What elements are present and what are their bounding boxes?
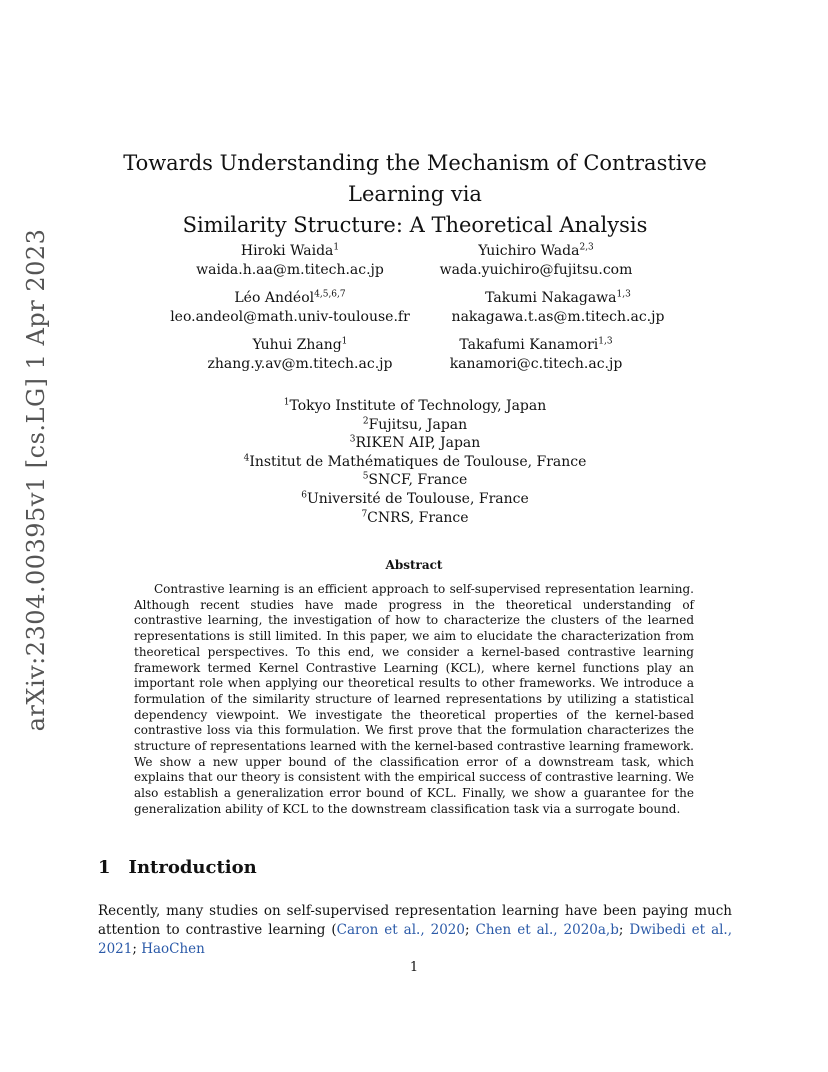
intro-paragraph	[98, 902, 732, 959]
citation-link[interactable]: HaoChen	[141, 941, 205, 957]
affiliation-text: CNRS, France	[367, 509, 469, 526]
author-affil-sup: 1	[333, 242, 340, 253]
author-email: kanamori@c.titech.ac.jp	[449, 356, 623, 372]
intro-body	[98, 902, 732, 959]
affiliation-text: RIKEN AIP, Japan	[355, 435, 481, 452]
affiliation-text: Université de Toulouse, France	[306, 490, 529, 507]
author-affil-sup: 2,3	[579, 242, 594, 253]
citation-link[interactable]: Dwibedi et al., 2021	[98, 922, 733, 957]
author-name: Takumi Nakagawa	[485, 290, 617, 306]
title-line-2: Similarity Structure: A Theoretical Analysis	[182, 213, 648, 237]
affiliation-sup: 7	[361, 508, 368, 519]
citation-separator: ;	[132, 941, 142, 957]
author-name: Yuhui Zhang	[252, 337, 342, 353]
abstract-body	[134, 582, 694, 818]
author-email: zhang.y.av@m.titech.ac.jp	[207, 356, 393, 372]
affiliation-line	[160, 416, 670, 435]
section-heading	[98, 857, 257, 878]
author-email: nakagawa.t.as@m.titech.ac.jp	[451, 309, 665, 325]
affiliation-sup: 1	[283, 397, 290, 408]
affiliation-text: Tokyo Institute of Technology, Japan	[289, 398, 547, 414]
affiliation-line	[160, 434, 670, 453]
paper-title	[80, 148, 750, 241]
author-email: wada.yuichiro@fujitsu.com	[439, 262, 633, 278]
citation-link[interactable]: Chen et al., 2020a,b	[475, 922, 619, 938]
author-name: Hiroki Waida	[240, 243, 334, 259]
affiliation-line	[160, 397, 670, 416]
affiliation-text: Institut de Mathématiques de Toulouse, France	[249, 453, 587, 470]
affiliation-text: SNCF, France	[368, 472, 468, 489]
affiliation-list	[160, 397, 670, 527]
citation-separator: ;	[464, 922, 476, 938]
author-block	[408, 289, 708, 327]
author-affil-sup: 4,5,6,7	[314, 289, 346, 300]
author-affil-sup: 1,3	[598, 336, 613, 347]
author-block	[140, 289, 440, 327]
author-name: Takafumi Kanamori	[459, 337, 599, 353]
author-name: Léo Andéol	[234, 290, 315, 306]
affiliation-line	[160, 509, 670, 528]
affiliation-text: Fujitsu, Japan	[368, 416, 468, 433]
citation-link[interactable]: Caron et al., 2020	[336, 922, 465, 938]
section-title: Introduction	[128, 857, 257, 878]
affiliation-sup: 6	[301, 490, 307, 501]
intro-text: Recently, many studies on self-supervised representation learning have been paying much attention to contrastive learning (	[98, 903, 732, 938]
affiliation-sup: 3	[349, 434, 356, 445]
author-email: leo.andeol@math.univ-toulouse.fr	[170, 309, 410, 325]
affiliation-line	[160, 490, 670, 509]
affiliation-line	[160, 453, 670, 472]
citation-separator: ;	[618, 922, 630, 938]
author-email: waida.h.aa@m.titech.ac.jp	[196, 262, 384, 278]
affiliation-line	[160, 471, 670, 490]
arxiv-identifier: arXiv:2304.00395v1 [cs.LG] 1 Apr 2023	[22, 228, 50, 732]
section-number: 1	[98, 857, 111, 878]
abstract-paragraph: Contrastive learning is an efficient approach to self-supervised representation learning. Although recent studies have made progress in the theoretical understanding of contrastive learning, the investigation of how to characterize the clusters of the learned representations is still limited. In this paper, we aim to elucidate the characterization from theoretical perspectives. To this end, we consider a kernel-based contrastive learning framework termed Kernel Contrastive Learning (KCL), where kernel functions play an important role when applying our theoretical results to other frameworks. We introduce a formulation of the similarity structure of learned representations by utilizing a statistical dependency viewpoint. We investigate the theoretical properties of the kernel-based contrastive loss via this formulation. We first prove that the formulation characterizes the structure of representations learned with the kernel-based contrastive learning framework. We show a new upper bound of the classification error of a downstream task, which explains that our theory is consistent with the empirical success of contrastive learning. We also establish a generalization error bound of KCL. Finally, we show a guarantee for the generalization ability of KCL to the downstream classification task via a surrogate bound.	[134, 582, 694, 816]
author-name: Yuichiro Wada	[478, 243, 580, 259]
author-affil-sup: 1	[341, 336, 348, 347]
affiliation-sup: 4	[243, 453, 250, 464]
abstract-heading: Abstract	[385, 558, 443, 572]
author-block	[386, 242, 686, 280]
page-number: 1	[409, 960, 419, 975]
title-line-1: Towards Understanding the Mechanism of Contrastive Learning via	[123, 151, 707, 206]
affiliation-sup: 5	[362, 471, 369, 482]
affiliation-sup: 2	[362, 415, 369, 426]
author-block	[386, 336, 686, 374]
author-affil-sup: 1,3	[616, 289, 631, 300]
